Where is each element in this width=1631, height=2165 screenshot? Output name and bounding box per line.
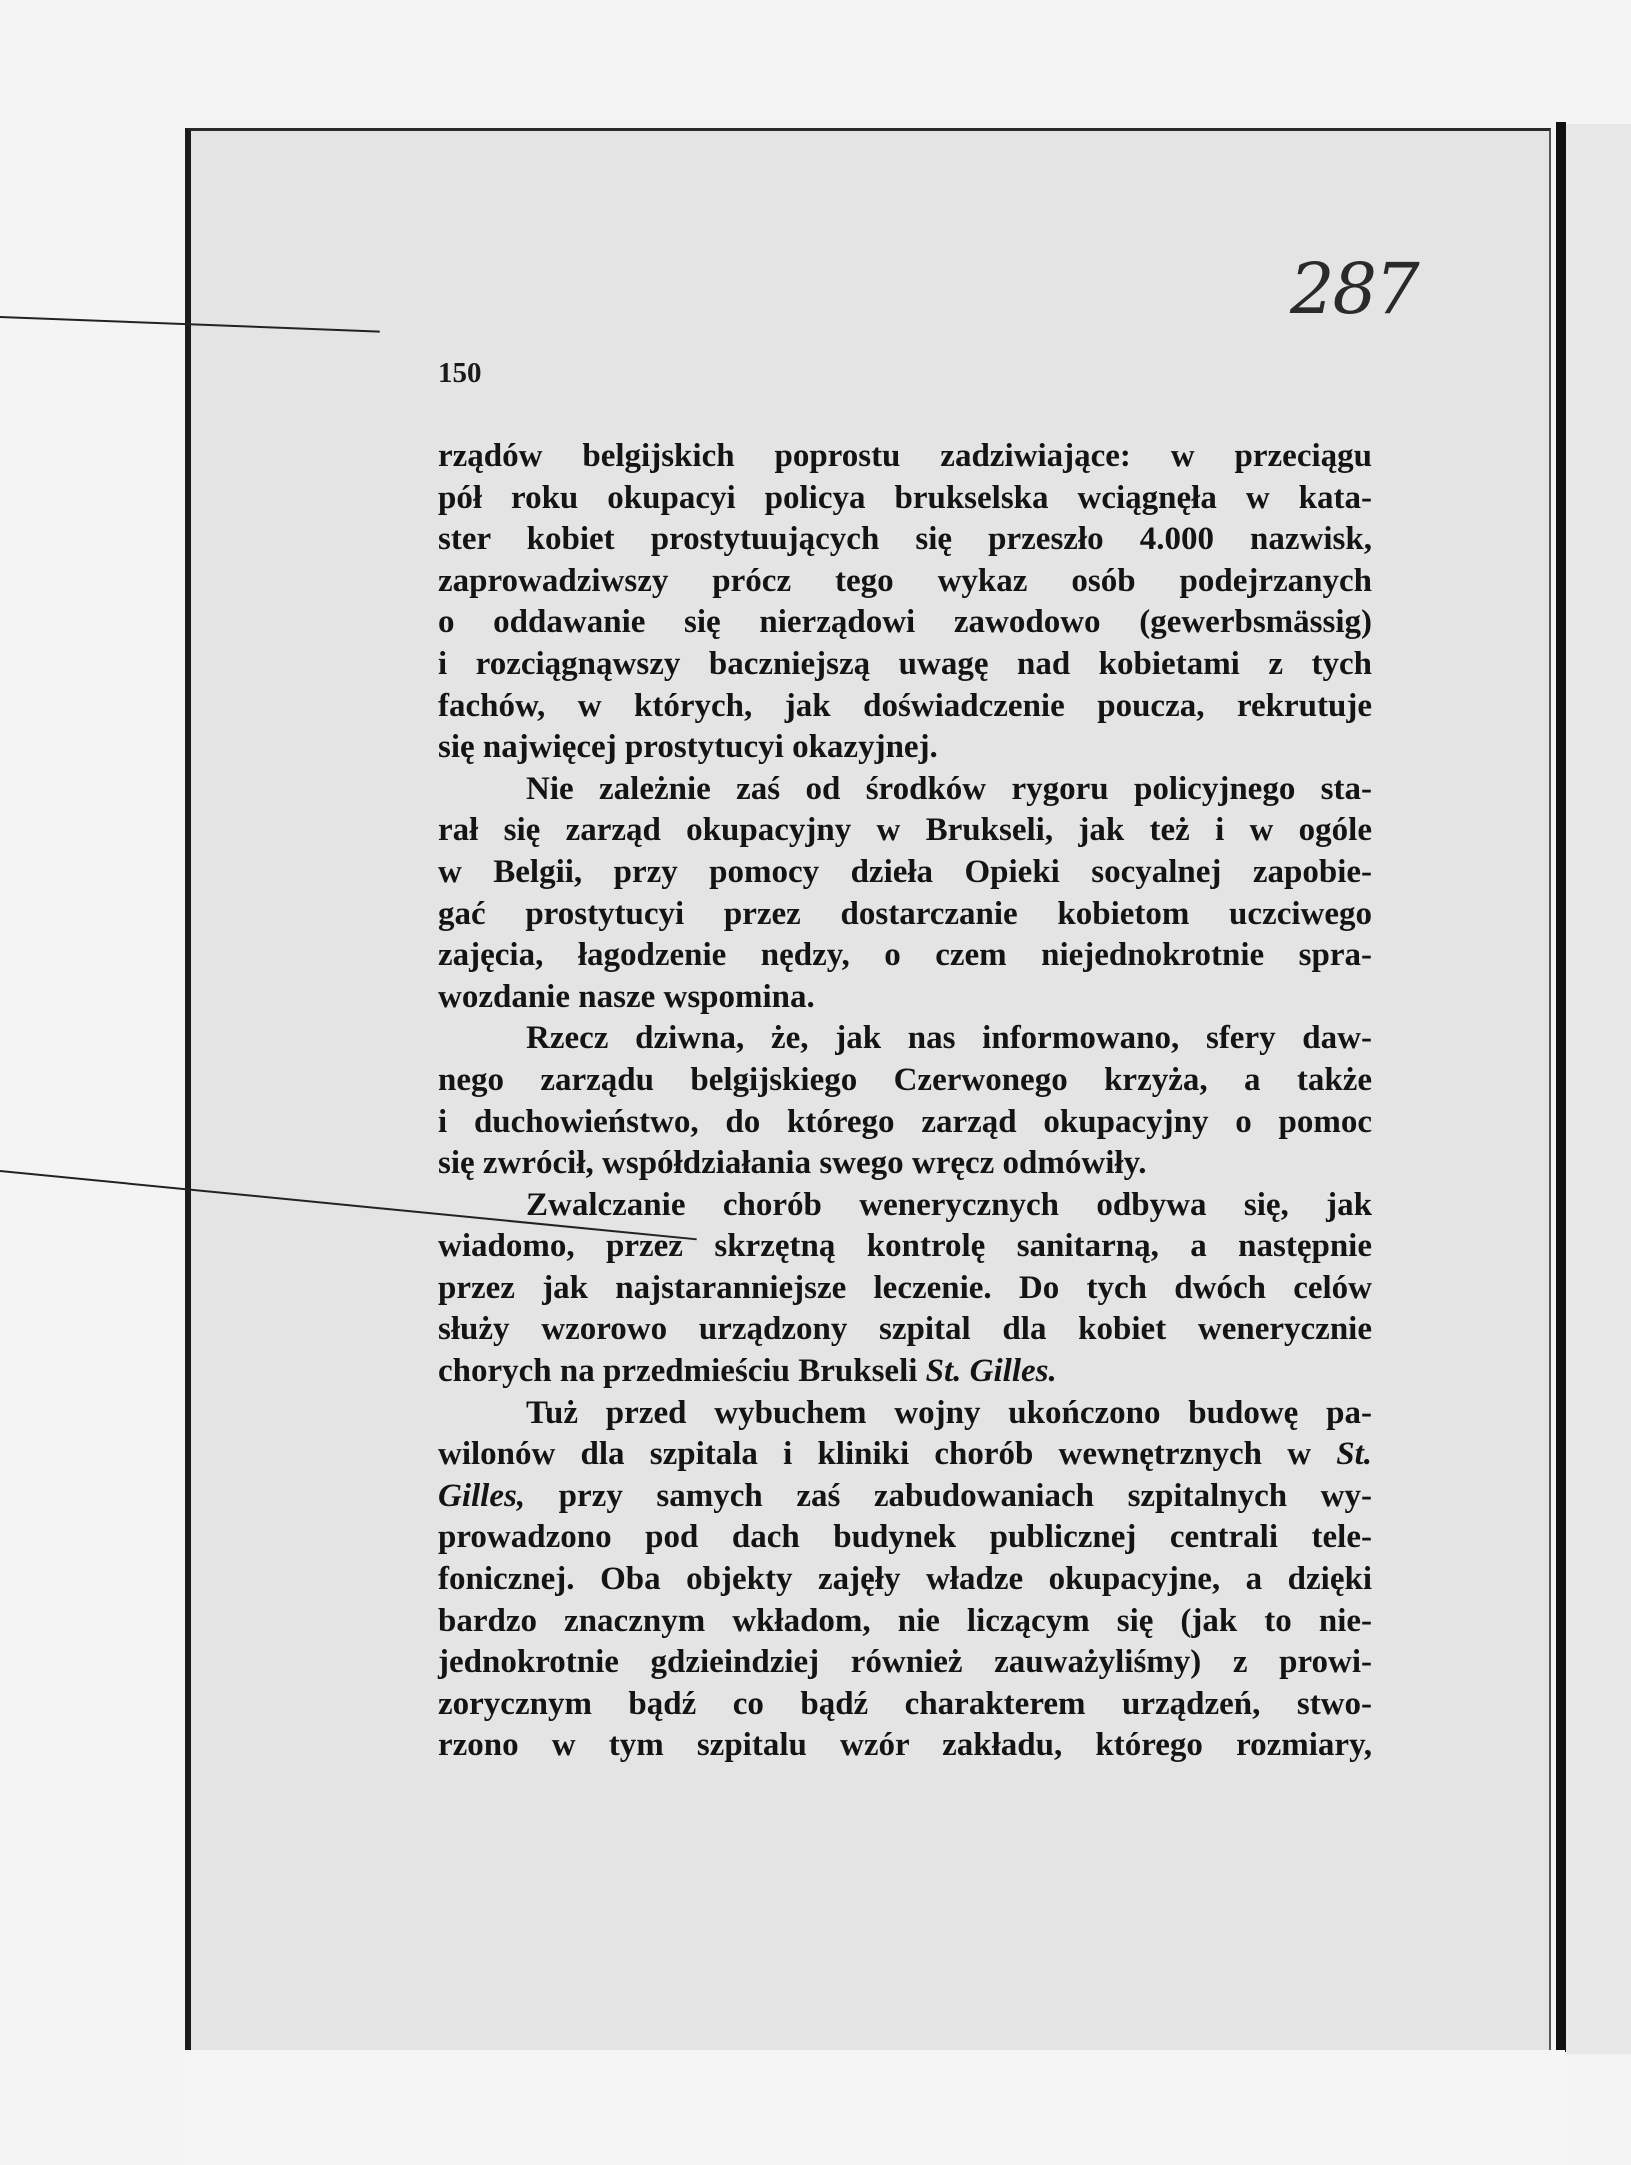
text-line xyxy=(438,561,1372,603)
line-text: się zwrócił, współdziałania swego wręcz odmówiły. xyxy=(438,1145,1147,1182)
text-line xyxy=(438,519,1372,561)
line-text: wozdanie nasze wspomina. xyxy=(438,978,815,1015)
next-sheet-edge xyxy=(1556,122,1566,2052)
archive-number: 287 xyxy=(1290,248,1418,330)
text-line xyxy=(438,1559,1372,1601)
text-line xyxy=(438,1268,1372,1310)
line-text: wilonów dla szpitala i kliniki chorób wewnętrznych w xyxy=(438,1436,1312,1473)
line-text: się najwięcej prostytucyi okazyjnej. xyxy=(438,729,938,766)
line-text: jednokrotnie gdzieindziej również zauważyliśmy) z prowi- xyxy=(438,1644,1372,1681)
line-text: Zwalczanie chorób wenerycznych odbywa się, jak xyxy=(526,1186,1372,1223)
text-line xyxy=(438,1601,1372,1643)
page-number: 150 xyxy=(438,357,482,389)
text-line xyxy=(438,1642,1372,1684)
line-text: o oddawanie się nierządowi zawodowo (gewerbsmässig) xyxy=(438,604,1372,641)
line-text: wiadomo, przez skrzętną kontrolę sanitarną, a następnie xyxy=(438,1228,1372,1265)
line-text: i rozciągnąwszy baczniejszą uwagę nad kobietami z tych xyxy=(438,645,1372,682)
line-text: Rzecz dziwna, że, jak nas informowano, sfery daw- xyxy=(526,1020,1372,1057)
line-text: zajęcia, łagodzenie nędzy, o czem niejednokrotnie spra- xyxy=(438,937,1372,974)
text-line xyxy=(438,1060,1372,1102)
text-line xyxy=(438,1185,1372,1227)
line-text: rał się zarząd okupacyjny w Brukseli, jak też i w ogóle xyxy=(438,812,1372,849)
line-text: rzono w tym szpitalu wzór zakładu, którego rozmiary, xyxy=(438,1727,1372,1764)
line-text: w Belgii, przy pomocy dzieła Opieki socyalnej zapobie- xyxy=(438,853,1372,890)
text-line xyxy=(438,686,1372,728)
text-line xyxy=(438,894,1372,936)
text-line xyxy=(438,1476,1372,1518)
italic-text: Gilles, xyxy=(438,1477,526,1514)
line-text: fachów, w których, jak doświadczenie poucza, rekrutuje xyxy=(438,687,1372,724)
line-text: ster kobiet prostytuujących się przeszło 4.000 nazwisk, xyxy=(438,521,1372,558)
line-text: Nie zależnie zaś od środków rygoru policyjnego sta- xyxy=(526,770,1372,807)
text-line xyxy=(438,852,1372,894)
text-line xyxy=(438,1434,1372,1476)
line-text: rządów belgijskich poprostu zadziwiające: w przeciągu xyxy=(438,438,1372,474)
text-line xyxy=(438,1143,1372,1185)
line-text: fonicznej. Oba objekty zajęły władze okupacyjne, a dzięki xyxy=(438,1561,1372,1598)
line-text: prowadzono pod dach budynek publicznej centrali tele- xyxy=(438,1519,1372,1556)
line-text: przy samych zaś zabudowaniach szpitalnych wy- xyxy=(558,1477,1372,1514)
line-text: i duchowieństwo, do którego zarząd okupacyjny o pomoc xyxy=(438,1103,1372,1140)
text-line xyxy=(438,1684,1372,1726)
text-line xyxy=(438,436,1372,478)
line-text: przez jak najstaranniejsze leczenie. Do tych dwóch celów xyxy=(438,1269,1372,1306)
text-line xyxy=(438,1725,1372,1767)
line-text: gać prostytucyi przez dostarczanie kobietom uczciwego xyxy=(438,895,1372,932)
italic-text: St. xyxy=(1336,1436,1372,1473)
text-line xyxy=(438,1226,1372,1268)
text-line xyxy=(438,1018,1372,1060)
line-text: zaprowadziwszy prócz tego wykaz osób podejrzanych xyxy=(438,562,1372,599)
line-text: zorycznym bądź co bądź charakterem urządzeń, stwo- xyxy=(438,1685,1372,1722)
line-text: Tuż przed wybuchem wojny ukończono budowę pa- xyxy=(526,1394,1372,1431)
text-line xyxy=(438,977,1372,1019)
line-text: bardzo znacznym wkładom, nie liczącym się (jak to nie- xyxy=(438,1602,1372,1639)
text-line xyxy=(438,1517,1372,1559)
text-line xyxy=(438,1309,1372,1351)
text-line xyxy=(438,1351,1372,1393)
body-text xyxy=(438,436,1372,1767)
line-text: pół roku okupacyi policya brukselska wciągnęła w kata- xyxy=(438,479,1372,516)
next-sheet xyxy=(1566,124,1631,2054)
line-text: służy wzorowo urządzony szpital dla kobiet wenerycznie xyxy=(438,1311,1372,1348)
text-line xyxy=(438,769,1372,811)
line-text: chorych na przedmieściu Brukseli xyxy=(438,1353,918,1390)
text-line xyxy=(438,644,1372,686)
text-line xyxy=(438,1393,1372,1435)
text-line xyxy=(438,810,1372,852)
scan-bottom-margin xyxy=(185,2050,1565,2165)
text-line xyxy=(438,478,1372,520)
text-line xyxy=(438,727,1372,769)
text-line xyxy=(438,935,1372,977)
text-line xyxy=(438,1102,1372,1144)
italic-text: St. Gilles. xyxy=(925,1353,1057,1390)
line-text: nego zarządu belgijskiego Czerwonego krzyża, a także xyxy=(438,1061,1372,1098)
text-line xyxy=(438,602,1372,644)
